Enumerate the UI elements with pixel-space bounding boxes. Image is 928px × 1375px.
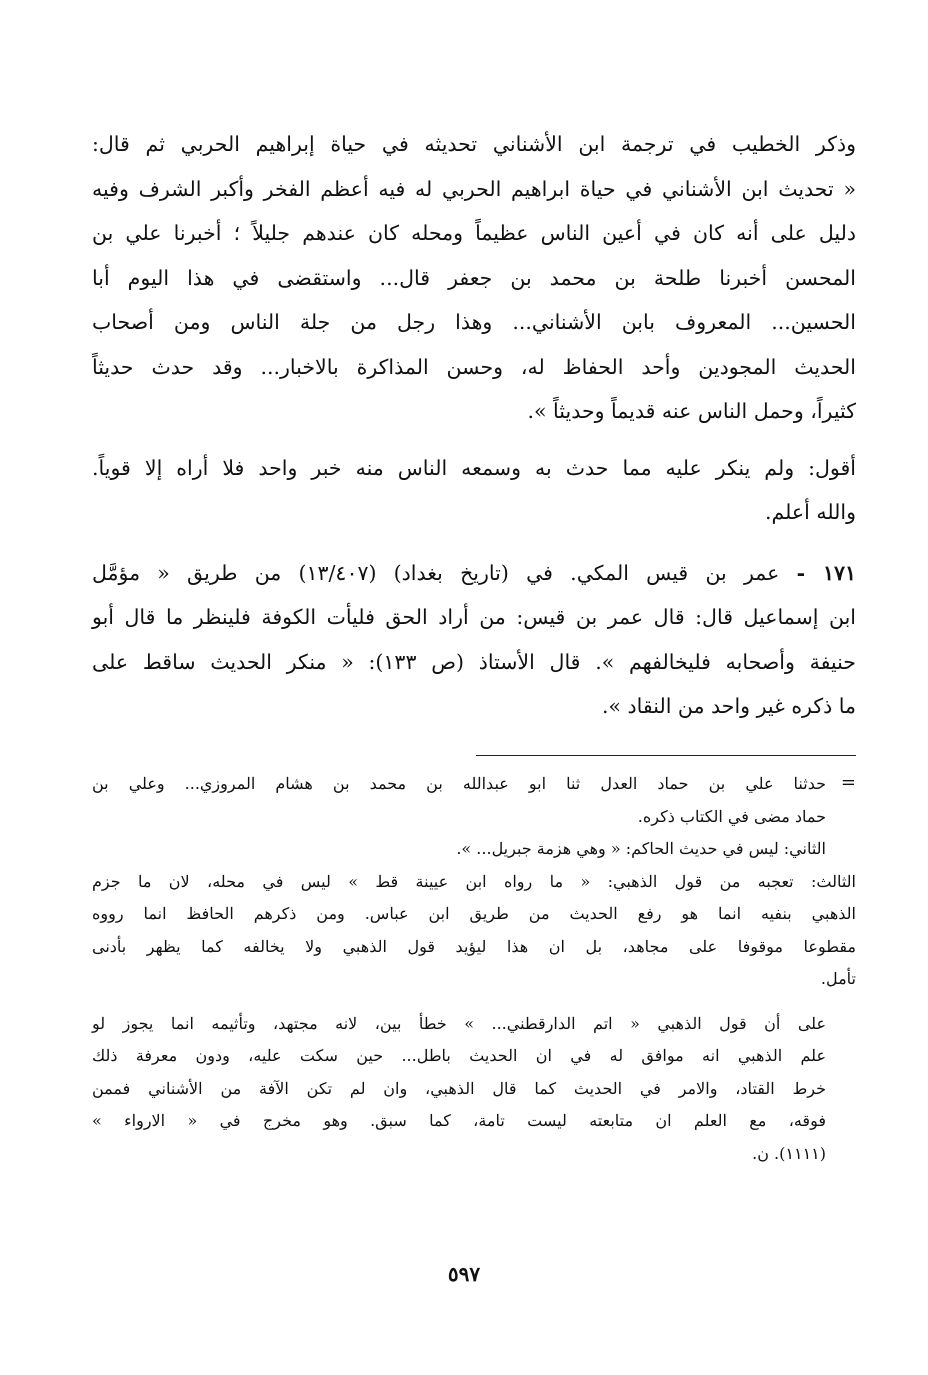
text-line: ابن إسماعيل قال: قال عمر بن قيس: من أراد الحق فليأت الكوفة فلينظر ما قال أبو	[92, 605, 856, 629]
text-line: الحديث المجودين وأحد الحفاظ له، وحسن المذاكرة بالاخبار... وقد حدث حديثاً	[92, 354, 856, 379]
entry-171	[92, 551, 856, 729]
footnote-line: الثالث: تعجبه من قول الذهبي: « ما رواه ابن عيينة قط » ليس في محله، لان ما جزم	[92, 871, 856, 891]
footnote-divider	[476, 755, 856, 756]
footnote-line: مقطوعا موقوفا على مجاهد، بل ان هذا ليؤيد قول الذهبي ولا يخالفه كما يظهر بأدنى	[92, 936, 856, 956]
footnote-line: حماد مضى في الكتاب ذكره.	[637, 806, 826, 826]
footnote-line: علم الذهبي انه موافق له في ان الحديث باطل... حين سكت عليه، ودون معرفة ذلك	[92, 1046, 826, 1065]
footnote-line: الثاني: ليس في حديث الحاكم: « وهي هزمة جبريل... ».	[456, 839, 826, 858]
footnote-line: على أن قول الذهبي « اتم الدارقطني... » خطأ بين، لانه مجتهد، وتأثيمه انما يجوز لو	[92, 1013, 827, 1033]
text-line: والله أعلم.	[764, 500, 856, 524]
main-text	[92, 122, 856, 729]
page-number: ٥٩٧	[447, 1262, 481, 1286]
text-line: دليل على أنه كان في أعين الناس عظيماً ومحله كان عندهم جليلاً ؛ أخبرنا علي بن	[92, 221, 856, 245]
footnote-block-4	[92, 1008, 856, 1171]
footnote-block-2	[92, 833, 856, 866]
text-line: حنيفة وأصحابه فليخالفهم ». قال الأستاذ (ص ١٣٣): « منكر الحديث ساقط على	[92, 649, 856, 674]
footnote-block-3	[92, 866, 856, 996]
footnote-line: فوقه، مع العلم ان متابعته ليست تامة، كما سبق. وهو مخرج في « الارواء »	[92, 1111, 826, 1130]
footnote-line: الذهبي بنفيه انما هو رفع الحديث من طريق ابن عباس. ومن ذكرهم الحافظ انما رووه	[92, 904, 856, 923]
paragraph-2	[92, 446, 856, 535]
text-line: « تحديث ابن الأشناني في حياة ابراهيم الحربي له فيه أعظم الفخر وأكبر الشرف وفيه	[92, 176, 856, 201]
footnote-block-1	[92, 768, 856, 833]
text-line: أقول: ولم ينكر عليه مما حدث به وسمعه الناس منه خبر واحد فلا أراه إلا قوياً.	[92, 455, 857, 480]
entry-first-line	[92, 551, 856, 596]
entry-line-text: عمر بن قيس المكي. في (تاريخ بغداد) (١٣/٤٠٧) من طريق « مؤمَّل	[92, 560, 780, 585]
text-line: المحسن أخبرنا طلحة بن محمد بن جعفر قال... واستقضى في هذا اليوم أبا	[92, 265, 856, 290]
footnote-line: خرط القتاد، والامر في الحديث كما قال الذهبي، وان لم تكن الآفة من الأشناني فممن	[92, 1078, 826, 1098]
footnote-line: تأمل.	[820, 969, 856, 988]
text-line: ما ذكره غير واحد من النقاد ».	[601, 694, 856, 718]
paragraph-1	[92, 122, 856, 434]
text-line: وذكر الخطيب في ترجمة ابن الأشناني تحديثه في حياة إبراهيم الحربي ثم قال:	[92, 132, 856, 156]
footnotes	[92, 768, 856, 1170]
footnote-line: (١١١١). ن.	[752, 1143, 826, 1163]
text-line: الحسين... المعروف بابن الأشناني... وهذا رجل من جلة الناس ومن أصحاب	[92, 310, 856, 334]
text-line: كثيراً، وحمل الناس عنه قديماً وحديثاً ».	[527, 399, 856, 423]
entry-number: ١٧١ -	[796, 560, 856, 585]
footnote-continuation-mark: =	[840, 772, 856, 793]
footnote-line: حدثنا علي بن حماد العدل ثنا ابو عبدالله بن محمد بن هشام المروزي... وعلي بن	[92, 774, 826, 793]
